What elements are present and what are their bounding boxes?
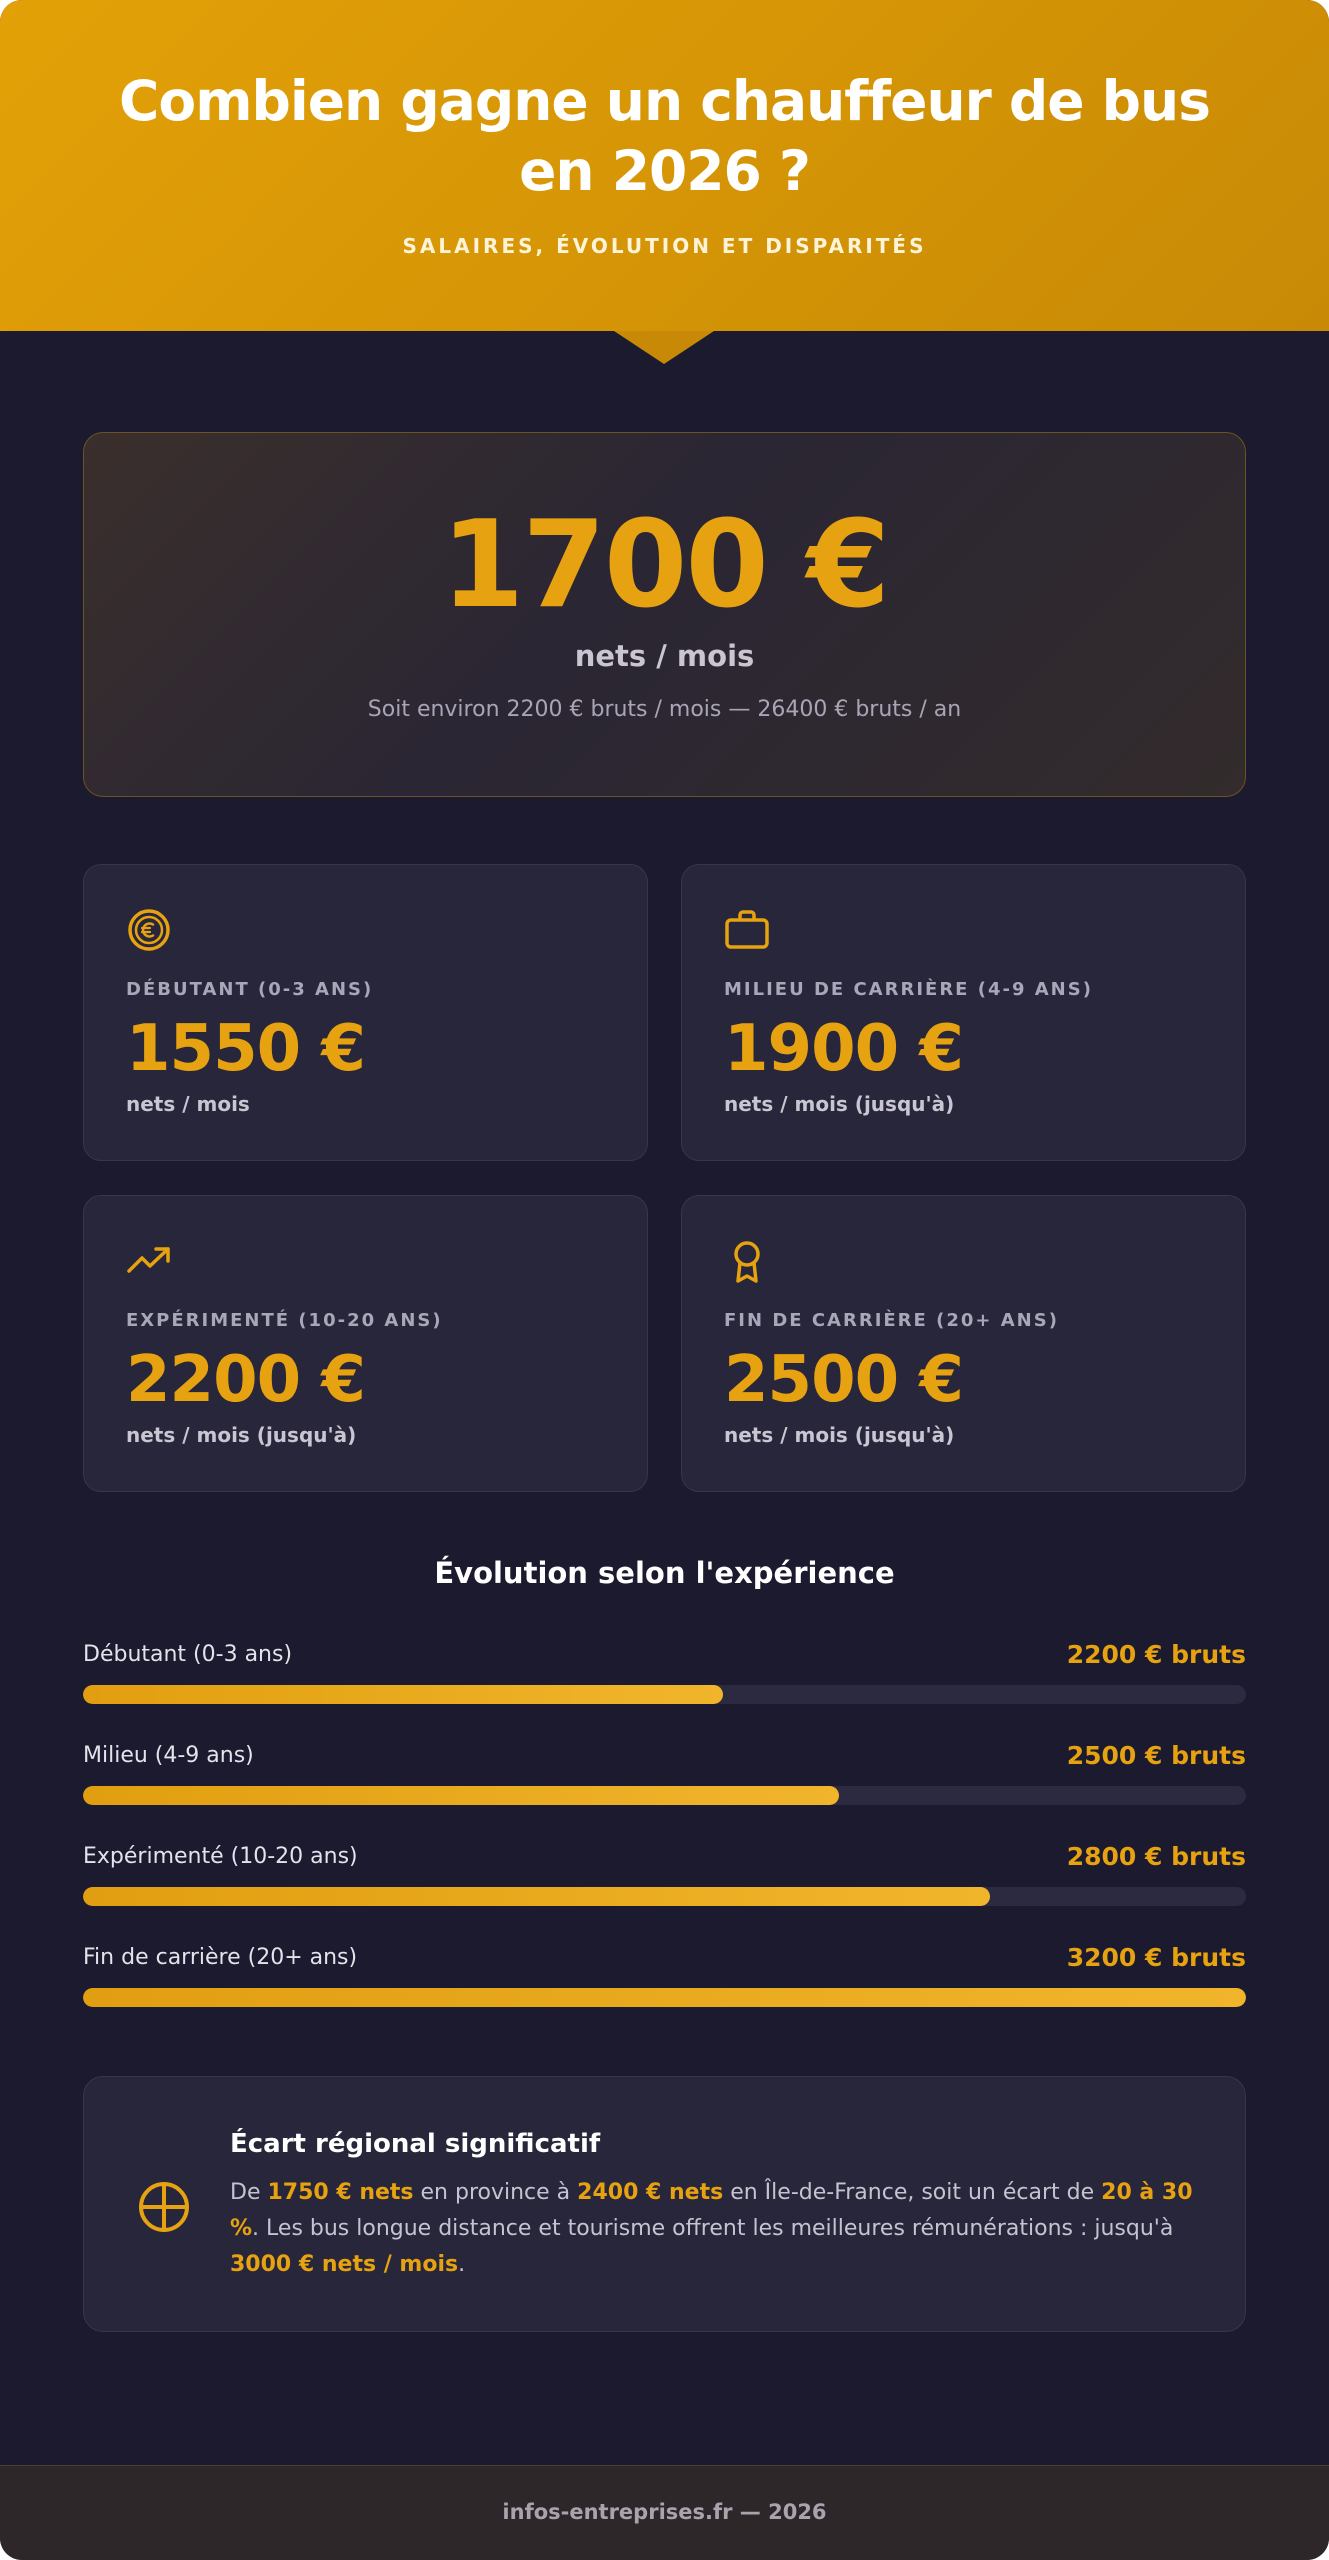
card-unit: nets / mois (jusqu'à) <box>724 1092 955 1116</box>
evolution-label: Expérimenté (10-20 ans) <box>83 1844 358 1869</box>
card-fin-de-carriere <box>681 1195 1246 1492</box>
footer-text: infos-entreprises.fr — 2026 <box>502 2500 827 2524</box>
card-unit: nets / mois (jusqu'à) <box>724 1423 955 1447</box>
page-title: Combien gagne un chauffeur de bus en 2026 ? <box>119 69 1210 203</box>
card-milieu <box>681 864 1246 1161</box>
card-value: 1550 € <box>126 1012 365 1086</box>
card-label: FIN DE CARRIÈRE (20+ ANS) <box>724 1310 1059 1331</box>
hero-salary-card <box>83 432 1246 797</box>
info-text-part: en Île-de-France, soit un écart de <box>723 2180 1102 2205</box>
card-debutant <box>83 864 648 1161</box>
footer <box>0 2465 1329 2560</box>
info-highlight: 2400 € nets <box>577 2180 724 2205</box>
regional-gap-box <box>83 2076 1246 2332</box>
info-text <box>230 2175 1210 2283</box>
card-unit: nets / mois <box>126 1092 250 1116</box>
evolution-label: Milieu (4-9 ans) <box>83 1743 254 1768</box>
progress-track <box>83 1685 1246 1704</box>
progress-fill <box>83 1786 839 1805</box>
hero-note: Soit environ 2200 € bruts / mois — 26400 € bruts / an <box>367 697 962 722</box>
progress-track <box>83 1786 1246 1805</box>
card-label: EXPÉRIMENTÉ (10-20 ANS) <box>126 1310 443 1331</box>
info-highlight: 20 à 30 % <box>230 2180 1193 2241</box>
globe-icon <box>134 2177 194 2237</box>
header-notch <box>614 331 714 364</box>
evolution-value: 2500 € bruts <box>1066 1741 1246 1770</box>
award-icon <box>724 1238 770 1284</box>
progress-track <box>83 1887 1246 1906</box>
page-subtitle: SALAIRES, ÉVOLUTION ET DISPARITÉS <box>402 234 927 258</box>
card-value: 1900 € <box>724 1012 963 1086</box>
evolution-row <box>83 1844 1246 1914</box>
card-experimente <box>83 1195 648 1492</box>
progress-fill <box>83 1988 1246 2007</box>
evolution-row <box>83 1945 1246 2015</box>
briefcase-icon <box>724 907 770 953</box>
info-text-part: . Les bus longue distance et tourisme offrent les meilleures rémunérations : jusqu'à <box>252 2216 1174 2241</box>
info-highlight: 3000 € nets / mois <box>230 2252 459 2277</box>
hero-unit: nets / mois <box>574 639 755 673</box>
info-highlight: 1750 € nets <box>267 2180 414 2205</box>
card-label: MILIEU DE CARRIÈRE (4-9 ANS) <box>724 979 1093 1000</box>
evolution-label: Fin de carrière (20+ ans) <box>83 1945 358 1970</box>
evolution-row <box>83 1743 1246 1813</box>
evolution-row <box>83 1642 1246 1712</box>
progress-track <box>83 1988 1246 2007</box>
euro-coin-icon <box>126 907 172 953</box>
info-text-part: . <box>458 2252 466 2277</box>
info-title: Écart régional significatif <box>230 2129 601 2159</box>
progress-fill <box>83 1685 723 1704</box>
evolution-title: Évolution selon l'expérience <box>434 1556 895 1590</box>
hero-amount: 1700 € <box>440 496 889 635</box>
info-text-part: en province à <box>413 2180 578 2205</box>
trending-up-icon <box>126 1238 172 1284</box>
header-banner <box>0 0 1329 331</box>
info-text-part: De <box>230 2180 268 2205</box>
card-value: 2200 € <box>126 1343 365 1417</box>
progress-fill <box>83 1887 990 1906</box>
evolution-value: 2800 € bruts <box>1066 1842 1246 1871</box>
card-label: DÉBUTANT (0-3 ANS) <box>126 979 374 1000</box>
card-value: 2500 € <box>724 1343 963 1417</box>
card-unit: nets / mois (jusqu'à) <box>126 1423 357 1447</box>
evolution-label: Débutant (0-3 ans) <box>83 1642 293 1667</box>
evolution-value: 2200 € bruts <box>1066 1640 1246 1669</box>
evolution-value: 3200 € bruts <box>1066 1943 1246 1972</box>
